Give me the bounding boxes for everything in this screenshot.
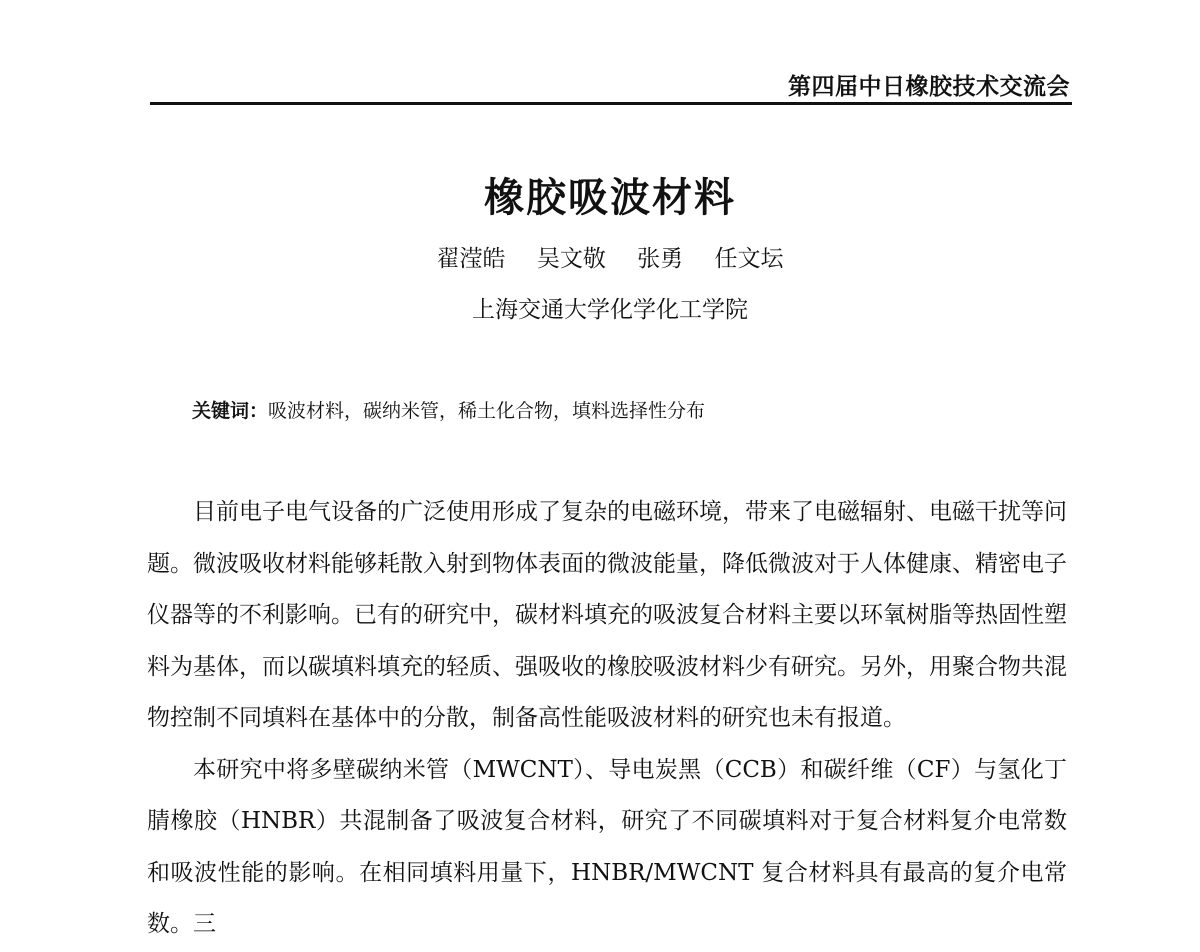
keywords-line	[192, 396, 705, 423]
author-name: 翟滢皓	[436, 246, 506, 272]
body-text	[147, 487, 1067, 951]
paper-title: 橡胶吸波材料	[484, 175, 736, 221]
keywords-label: 关键词：	[192, 400, 269, 422]
author-name: 吴文敬	[536, 246, 606, 272]
body-paragraph: 目前电子电气设备的广泛使用形成了复杂的电磁环境，带来了电磁辐射、电磁干扰等问题。微波吸收材料能够耗散入射到物体表面的微波能量，降低微波对于人体健康、精密电子仪器等的不利影响。已有的研究中，碳材料填充的吸波复合材料主要以环氧树脂等热固性塑料为基体，而以碳填料填充的轻质、强吸收的橡胶吸波材料少有研究。另外，用聚合物共混物控制不同填料在基体中的分散，制备高性能吸波材料的研究也未有报道。	[147, 499, 1067, 731]
author-name: 张勇	[637, 246, 684, 272]
affiliation: 上海交通大学化学化工学院	[472, 297, 748, 323]
header-divider	[150, 102, 1072, 105]
body-paragraph: 本研究中将多壁碳纳米管（MWCNT）、导电炭黑（CCB）和碳纤维（CF）与氢化丁腈橡胶（HNBR）共混制备了吸波复合材料，研究了不同碳填料对于复合材料复介电常数和吸波性能的影响。在相同填料用量下，HNBR/MWCNT 复合材料具有最高的复介电常数。三	[147, 756, 1067, 937]
author-name: 任文坛	[714, 246, 784, 272]
conference-header: 第四届中日橡胶技术交流会	[788, 74, 1070, 100]
keywords-text: 吸波材料，碳纳米管，稀土化合物，填料选择性分布	[268, 400, 706, 422]
author-list	[0, 240, 1200, 273]
